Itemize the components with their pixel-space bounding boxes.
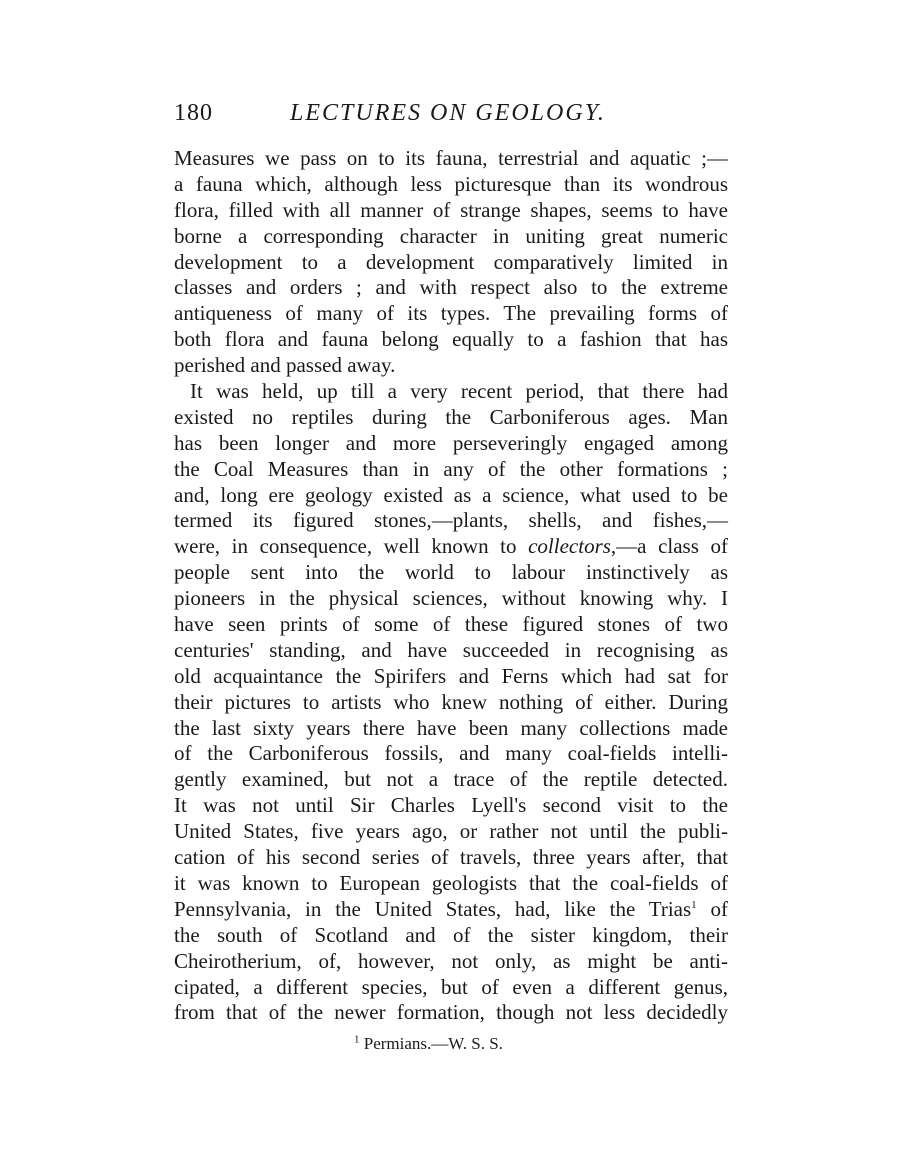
text-line: gently examined, but not a trace of the reptile detected. bbox=[174, 767, 728, 792]
running-title: LECTURES ON GEOLOGY. bbox=[290, 100, 606, 126]
text-line: development to a development comparatively limited in bbox=[174, 249, 728, 274]
text-line: have seen prints of some of these figured stones of two bbox=[174, 612, 728, 637]
page-number: 180 bbox=[174, 100, 213, 126]
text-segment: of bbox=[696, 896, 728, 921]
text-line: centuries' standing, and have succeeded in recognising as bbox=[174, 637, 728, 662]
footnote bbox=[354, 1034, 503, 1054]
text-line: old acquaintance the Spirifers and Ferns which had sat for bbox=[174, 663, 728, 688]
text-line: cation of his second series of travels, three years after, that bbox=[174, 845, 728, 870]
running-head bbox=[174, 100, 730, 132]
text-line bbox=[174, 534, 728, 560]
text-line: cipated, a different species, but of even a different genus, bbox=[174, 974, 728, 999]
text-line: the last sixty years there have been many collections made bbox=[174, 715, 728, 740]
text-line: has been longer and more perseveringly engaged among bbox=[174, 430, 728, 455]
text-line: and, long ere geology existed as a science, what used to be bbox=[174, 482, 728, 507]
footnote-text: Permians.—W. S. S. bbox=[363, 1034, 503, 1053]
text-line: termed its figured stones,—plants, shells, and fishes,— bbox=[174, 508, 728, 533]
italic-word: collectors bbox=[528, 534, 611, 559]
text-line: the Coal Measures than in any of the other formations ; bbox=[174, 456, 728, 481]
text-line: their pictures to artists who knew nothing of either. During bbox=[174, 689, 728, 714]
text-line: perished and passed away. bbox=[174, 353, 396, 378]
footnote-reference: 1 bbox=[691, 898, 697, 911]
text-segment: Pennsylvania, in the United States, had, like the Trias bbox=[174, 896, 692, 921]
text-line: it was known to European geologists that the coal-fields of bbox=[174, 870, 728, 895]
text-line: people sent into the world to labour instinctively as bbox=[174, 560, 728, 585]
text-line: a fauna which, although less picturesque than its wondrous bbox=[174, 171, 728, 196]
text-segment: ,—a class of bbox=[610, 534, 728, 559]
text-line: borne a corresponding character in uniting great numeric bbox=[174, 223, 728, 248]
text-line: Measures we pass on to its fauna, terrestrial and aquatic ;— bbox=[174, 146, 728, 170]
text-line: from that of the newer formation, though not less decidedly bbox=[174, 1000, 728, 1025]
footnote-marker: 1 bbox=[354, 1033, 360, 1046]
text-line: It was held, up till a very recent period, that there had bbox=[190, 379, 728, 404]
text-line: It was not until Sir Charles Lyell's second visit to the bbox=[174, 793, 728, 818]
text-line: both flora and fauna belong equally to a fashion that has bbox=[174, 327, 728, 352]
text-line: pioneers in the physical sciences, without knowing why. I bbox=[174, 586, 728, 611]
text-line: United States, five years ago, or rather not until the publi- bbox=[174, 819, 728, 844]
text-line: the south of Scotland and of the sister kingdom, their bbox=[174, 922, 728, 947]
text-line: flora, filled with all manner of strange shapes, seems to have bbox=[174, 197, 728, 222]
text-segment: were, in consequence, well known to bbox=[174, 534, 517, 559]
text-line: of the Carboniferous fossils, and many coal-fields intelli- bbox=[174, 741, 728, 766]
text-line: antiqueness of many of its types. The prevailing forms of bbox=[174, 301, 728, 326]
text-line: Cheirotherium, of, however, not only, as might be anti- bbox=[174, 948, 728, 973]
text-line bbox=[174, 897, 728, 923]
text-line: classes and orders ; and with respect also to the extreme bbox=[174, 275, 728, 300]
body-text bbox=[174, 146, 728, 1026]
text-line: existed no reptiles during the Carboniferous ages. Man bbox=[174, 404, 728, 429]
